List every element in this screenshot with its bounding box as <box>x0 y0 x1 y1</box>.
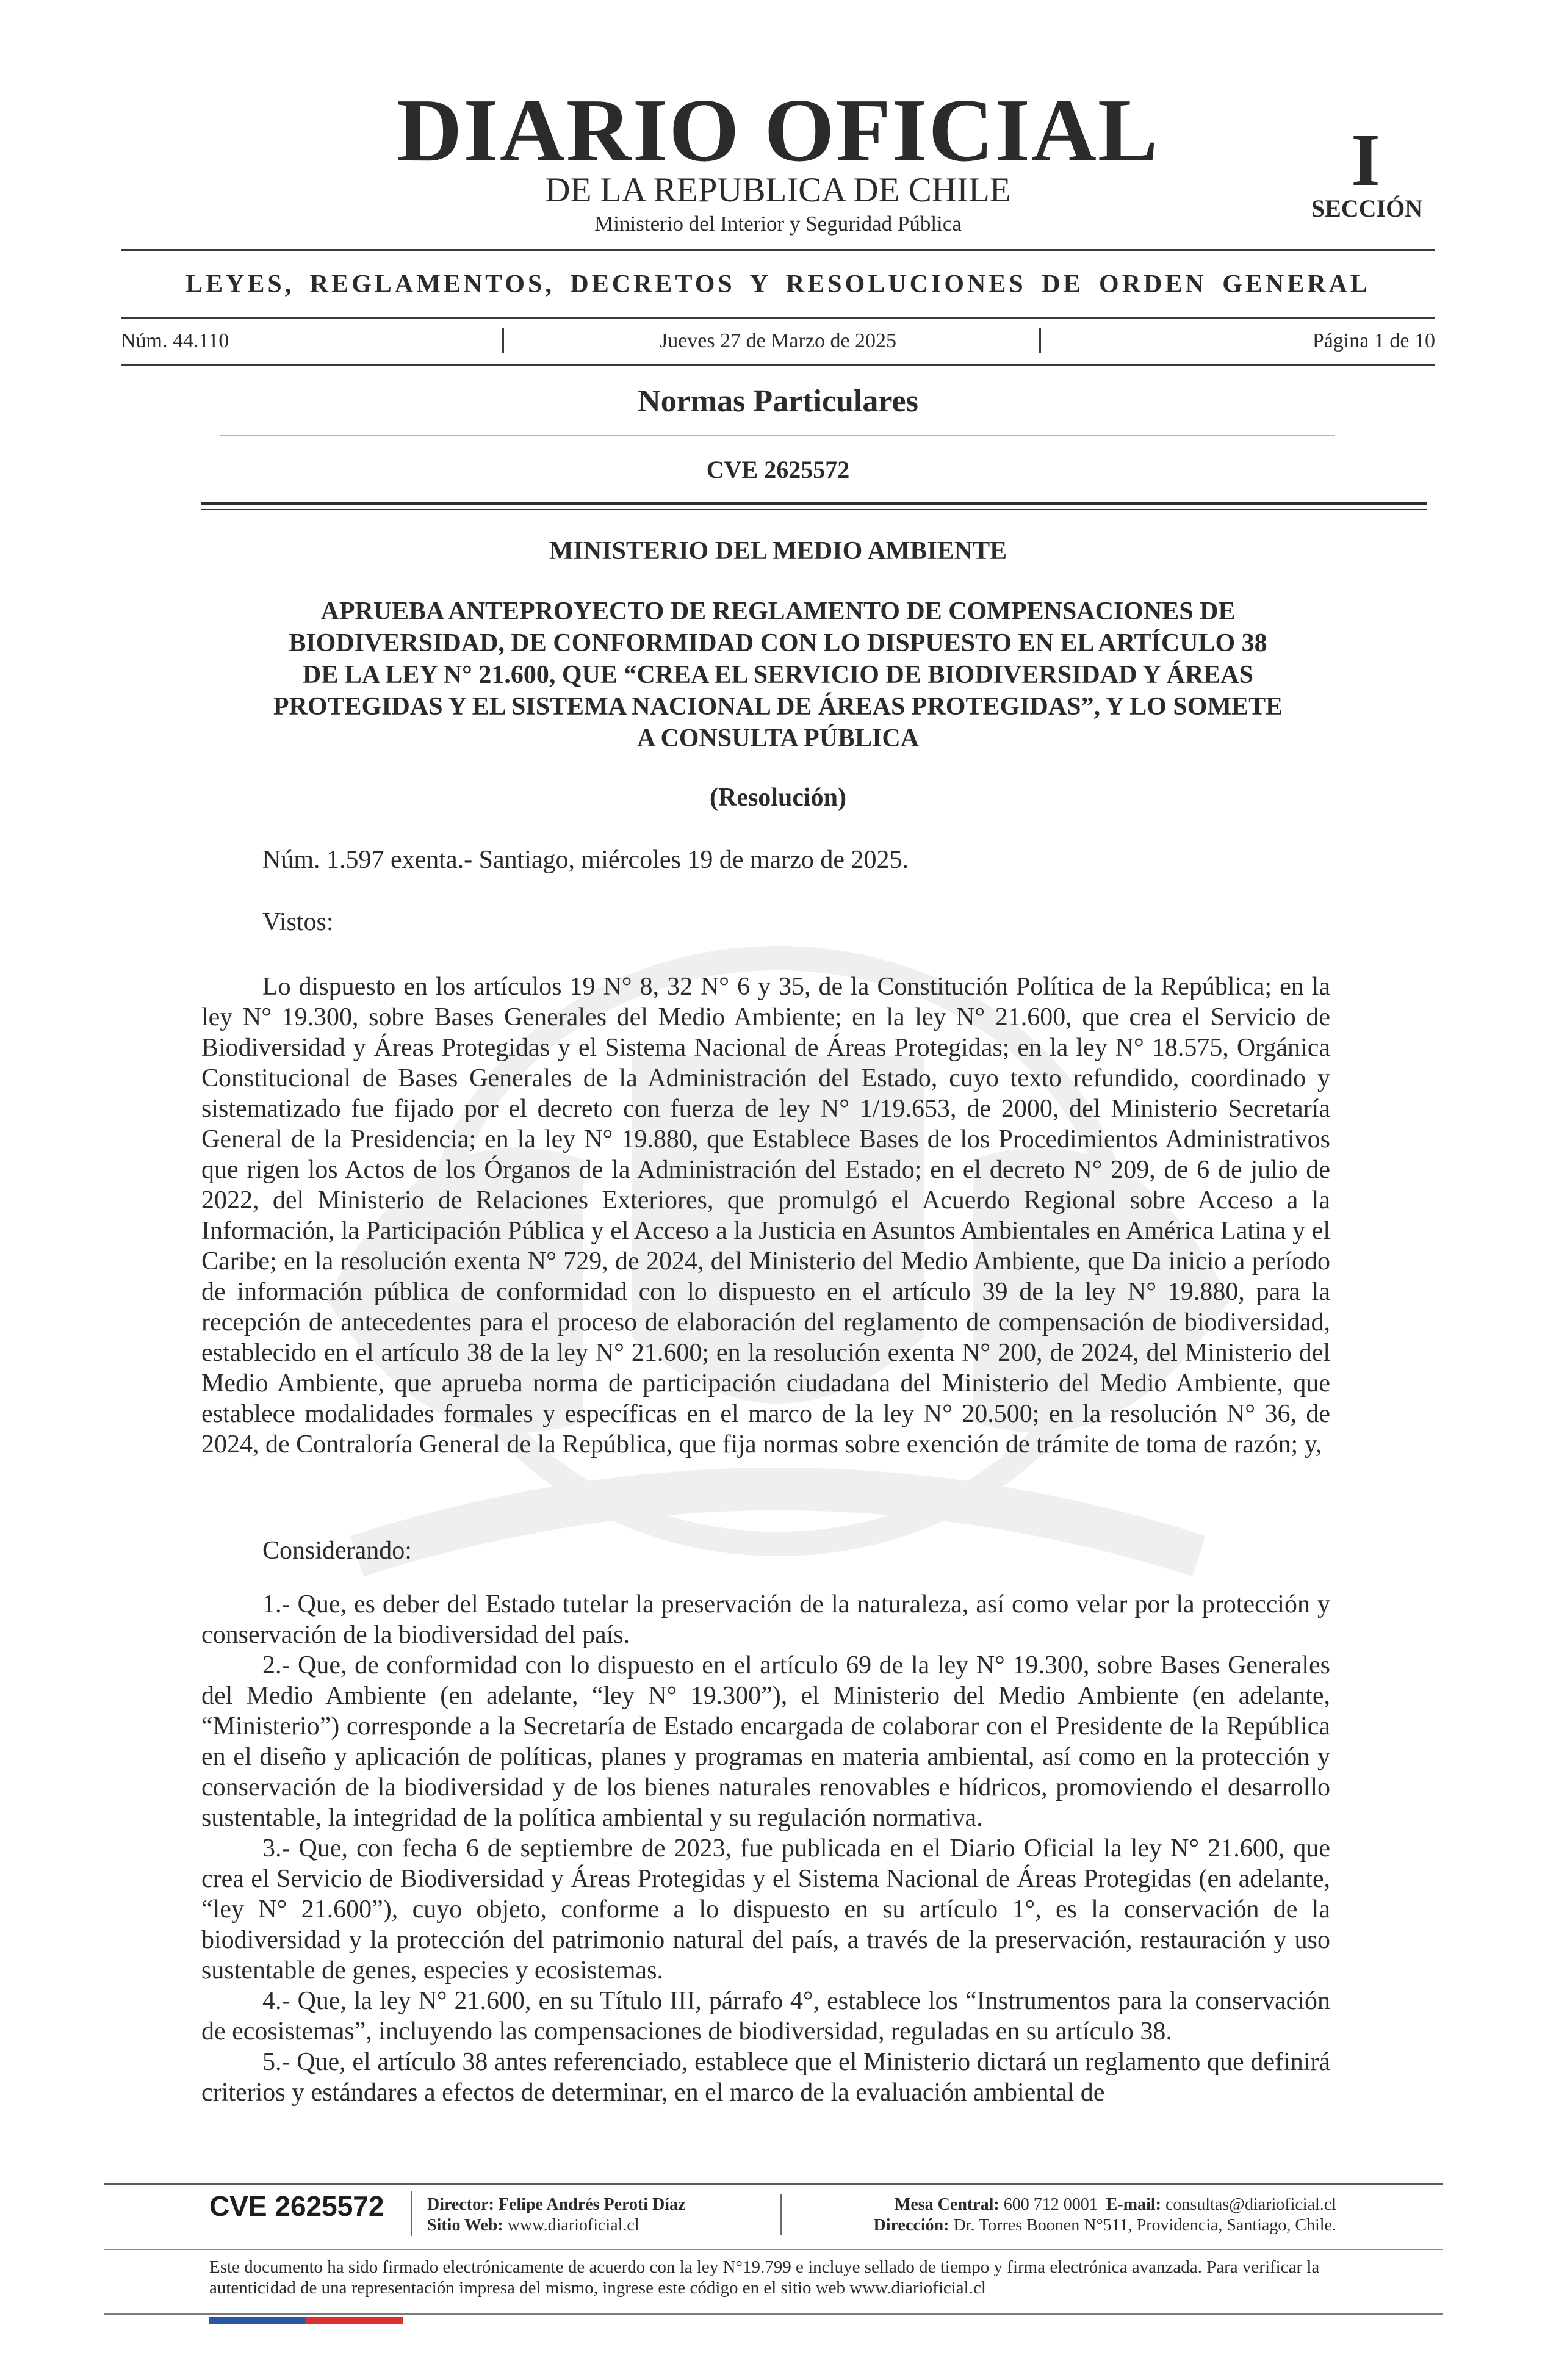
footer-signature-notice: Este documento ha sido firmado electrónicamente de acuerdo con la ley N°19.799 e incluye sellado de tiempo y firma electrónica avanzada. Para verificar la autenticidad de una representación impresa del mismo, ingrese este código en el sitio web www.diarioficial.cl <box>209 2257 1320 2298</box>
document-title-line: APRUEBA ANTEPROYECTO DE REGLAMENTO DE COMPENSACIONES DE <box>320 597 1236 626</box>
section-banner: LEYES, REGLAMENTOS, DECRETOS Y RESOLUCIONES DE ORDEN GENERAL <box>185 270 1371 298</box>
email-link[interactable]: consultas@diarioficial.cl <box>1165 2195 1336 2214</box>
vistos-heading-block <box>201 909 1330 935</box>
document-title-line: PROTEGIDAS Y EL SISTEMA NACIONAL DE ÁREAS PROTEGIDAS”, Y LO SOMETE <box>273 693 1283 721</box>
resolution-number <box>201 847 1330 873</box>
masthead-divider <box>121 249 1435 251</box>
director-name: Felipe Andrés Peroti Díaz <box>498 2195 686 2214</box>
director-label: Director: <box>427 2195 494 2214</box>
section-heading: Normas Particulares <box>638 384 918 419</box>
considerando-heading-block <box>201 1538 1330 1563</box>
info-divider <box>121 364 1435 366</box>
footer-divider-mid <box>104 2249 1443 2250</box>
document-title-line: BIODIVERSIDAD, DE CONFORMIDAD CON LO DISPUESTO EN EL ARTÍCULO 38 <box>289 629 1267 657</box>
footer-contact-block <box>793 2194 1336 2236</box>
vistos-heading: Vistos: <box>262 908 334 936</box>
considerando-paragraph: 5.- Que, el artículo 38 antes referenciado, establece que el Ministerio dictará un reglamento que definirá criterios y estándares a efectos de determinar, en el marco de la evaluación ambiental de <box>201 2048 1330 2107</box>
address-text: Dr. Torres Boonen N°511, Providencia, Santiago, Chile. <box>953 2216 1336 2235</box>
footer-cve-code: CVE 2625572 <box>209 2190 384 2222</box>
website-link[interactable]: www.diarioficial.cl <box>507 2216 639 2235</box>
section-label: SECCIÓN <box>1311 195 1423 222</box>
email-label: E-mail: <box>1106 2195 1161 2214</box>
page-indicator: Página 1 de 10 <box>1312 330 1435 352</box>
info-separator <box>1039 328 1041 353</box>
considerando-paragraph: 3.- Que, con fecha 6 de septiembre de 2023, fue publicada en el Diario Oficial la ley N° 21.600, que crea el Servicio de Biodiversidad y Áreas Protegidas y el Sistema Nacional de Áreas Protegidas (en adelante, “ley N° 21.600”), cuyo objeto, conforme a lo dispuesto en su artículo 1°, es la conservación de la biodiversidad y la protección del patrimonio natural del país, a través de la preservación, restauración y uso sustentable de genes, especies y ecosistemas. <box>201 1834 1330 1985</box>
footer-divider-bottom <box>104 2313 1443 2315</box>
cve-divider <box>201 502 1427 505</box>
considerando-paragraph: 4.- Que, la ley N° 21.600, en su Título III, párrafo 4°, establece los “Instrumentos para la conservación de ecosistemas”, incluyendo las compensaciones de biodiversidad, reguladas en su artículo 38. <box>201 1987 1330 2046</box>
flag-stripe-red <box>305 2317 403 2324</box>
flag-stripe-blue <box>209 2317 305 2324</box>
phone-label: Mesa Central: <box>894 2195 1000 2214</box>
document-type: (Resolución) <box>710 784 846 812</box>
considerando-section <box>201 1589 1330 2108</box>
phone-number: 600 712 0001 <box>1003 2195 1098 2214</box>
newspaper-title: DIARIO OFICIAL <box>397 81 1159 181</box>
vistos-section <box>201 972 1330 1460</box>
cve-code: CVE 2625572 <box>706 456 850 483</box>
considerando-paragraph: 1.- Que, es deber del Estado tutelar la preservación de la naturaleza, así como velar por la protección y conservación de la biodiversidad del país. <box>201 1590 1330 1649</box>
considerando-paragraph: 2.- Que, de conformidad con lo dispuesto en el artículo 69 de la ley N° 19.300, sobre Bases Generales del Medio Ambiente (en adelante, “ley N° 19.300”), el Ministerio del Medio Ambiente (en adelante, “Ministerio”) corresponde a la Secretaría de Estado encargada de colaborar con el Presidente de la República en el diseño y aplicación de políticas, planes y programas en materia ambiental, así como en la protección y conservación de la biodiversidad y de los bienes naturales renovables e hídricos, promoviendo el desarrollo sustentable, la integridad de la política ambiental y su regulación normativa. <box>201 1651 1330 1832</box>
footer-separator <box>780 2194 782 2235</box>
vistos-paragraph: Lo dispuesto en los artículos 19 N° 8, 32 N° 6 y 35, de la Constitución Política de la República; en la ley N° 19.300, sobre Bases Generales del Medio Ambiente; en la ley N° 21.600, que crea el Servicio de Biodiversidad y Áreas Protegidas y el Sistema Nacional de Áreas Protegidas; en la ley N° 18.575, Orgánica Constitucional de Bases Generales de la Administración del Estado, cuyo texto refundido, coordinado y sistematizado fue fijado por el decreto con fuerza de ley N° 1/19.653, de 2000, del Ministerio Secretaría General de la Presidencia; en la ley N° 19.880, que Establece Bases de los Procedimientos Administrativos que rigen los Actos de los Órganos de la Administración del Estado; en el decreto N° 209, de 6 de julio de 2022, del Ministerio de Relaciones Exteriores, que promulgó el Acuerdo Regional sobre Acceso a la Información, la Participación Pública y el Acceso a la Justicia en Asuntos Ambientales en América Latina y el Caribe; en la resolución exenta N° 729, de 2024, del Ministerio del Medio Ambiente, que Da inicio a período de información pública de conformidad con lo dispuesto en el artículo 39 de la ley N° 19.880, para la recepción de antecedentes para el proceso de elaboración del reglamento de compensación de biodiversidad, establecido en el artículo 38 de la ley N° 21.600; en la resolución exenta N° 200, de 2024, del Ministerio del Medio Ambiente, que aprueba norma de participación ciudadana del Ministerio del Medio Ambiente, que establece modalidades formales y específicas en el marco de la ley N° 20.500; en la resolución N° 36, de 2024, de Contraloría General de la República, que fija normas sobre exención de trámite de toma de razón; y, <box>201 973 1330 1459</box>
footer-separator <box>411 2191 412 2236</box>
address-label: Dirección: <box>873 2216 949 2235</box>
banner-divider <box>121 317 1435 319</box>
issue-date: Jueves 27 de Marzo de 2025 <box>659 330 897 352</box>
issue-number: Núm. 44.110 <box>121 330 229 352</box>
document-title-line: DE LA LEY N° 21.600, QUE “CREA EL SERVICIO DE BIODIVERSIDAD Y ÁREAS <box>303 661 1253 689</box>
considerando-heading: Considerando: <box>262 1537 412 1565</box>
newspaper-ministry: Ministerio del Interior y Seguridad Pública <box>594 212 962 236</box>
cve-divider-thin <box>201 509 1427 510</box>
website-label: Sitio Web: <box>427 2216 503 2235</box>
document-ministry: MINISTERIO DEL MEDIO AMBIENTE <box>549 537 1007 565</box>
section-number: I <box>1351 119 1380 201</box>
heading-divider <box>220 435 1335 436</box>
footer-director-block <box>427 2194 686 2236</box>
footer-divider <box>104 2183 1443 2185</box>
document-title <box>201 596 1355 754</box>
resolution-number-line: Núm. 1.597 exenta.- Santiago, miércoles 19 de marzo de 2025. <box>262 846 909 874</box>
newspaper-subtitle: DE LA REPUBLICA DE CHILE <box>545 171 1011 209</box>
document-title-line: A CONSULTA PÚBLICA <box>636 724 920 752</box>
